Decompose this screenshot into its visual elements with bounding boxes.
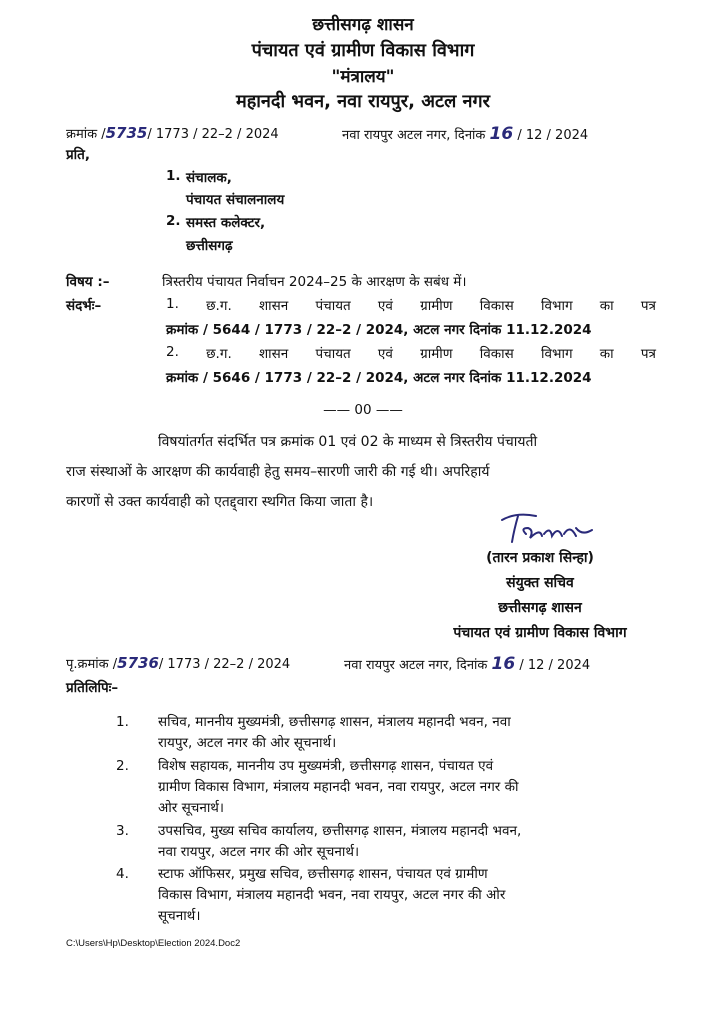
body-line-3: कारणों से उक्त कार्यवाही को एतद्द्वारा स्थगित किया जाता है। (66, 494, 374, 510)
copy-4-num: 4. (116, 866, 129, 882)
signatory-name: (तारन प्रकाश सिन्हा) (486, 550, 594, 566)
copy-2-line-2: ग्रामीण विकास विभाग, मंत्रालय महानदी भवन, नवा रायपुर, अटल नगर की (158, 779, 519, 795)
copy-1-line-1: सचिव, माननीय मुख्यमंत्री, छत्तीसगढ़ शासन, मंत्रालय महानदी भवन, नवा (158, 714, 511, 730)
endorse-ref-prefix: पृ.क्रमांक / (66, 657, 118, 672)
letterhead-govt: छत्तीसगढ़ शासन (312, 15, 414, 35)
ref1-w1: छ.ग. (206, 298, 232, 314)
signatory-designation: संयुक्त सचिव (506, 575, 574, 591)
recipient-2-line2: छत्तीसगढ़ (186, 238, 233, 254)
recipient-1-num: 1. (166, 168, 181, 184)
ref1-w4: एवं (377, 298, 393, 314)
body-line-1: विषयांतर्गत संदर्भित पत्र क्रमांक 01 एवं 02 के माध्यम से त्रिस्तरीय पंचायती (158, 434, 538, 450)
ref2-w5: ग्रामीण (420, 346, 453, 362)
ref2-w7: विभाग (540, 346, 573, 362)
reference-1-line2: क्रमांक / 5644 / 1773 / 22–2 / 2024, अटल नगर दिनांक 11.12.2024 (166, 322, 592, 338)
signature-icon (496, 506, 606, 548)
ref1-w7: विभाग (540, 298, 573, 314)
ref1-w2: शासन (258, 298, 289, 314)
copy-2-line-1: विशेष सहायक, माननीय उप मुख्यमंत्री, छत्तीसगढ़ शासन, पंचायत एवं (158, 758, 494, 774)
signature-scribble (496, 506, 606, 548)
file-path: C:\Users\Hp\Desktop\Election 2024.Doc2 (66, 938, 241, 949)
copy-4-line-3: सूचनार्थ। (158, 908, 201, 924)
copy-1-text (158, 712, 511, 754)
copy-2-line-3: ओर सूचनार्थ। (158, 800, 225, 816)
ref2-w9: पत्र (640, 346, 656, 362)
endorse-ref-suffix: / 1773 / 22–2 / 2024 (158, 657, 291, 672)
subject-text: त्रिस्तरीय पंचायत निर्वाचन 2024–25 के आरक्षण के सबंध में। (162, 274, 467, 290)
copy-4-text (158, 864, 505, 927)
order-place-date (342, 124, 588, 144)
ref2-w3: पंचायत (315, 346, 351, 362)
recipient-2-num: 2. (166, 213, 181, 229)
ref-suffix: / 1773 / 22–2 / 2024 (147, 127, 279, 142)
subject-label: विषय :– (66, 274, 110, 290)
ref1-w6: विकास (479, 298, 514, 314)
recipient-1-line1: संचालक, (186, 170, 232, 186)
copy-1-num: 1. (116, 714, 129, 730)
ref2-w1: छ.ग. (206, 346, 232, 362)
ref1-w5: ग्रामीण (420, 298, 453, 314)
reference-1-line1 (166, 296, 656, 314)
endorse-place-date-prefix: नवा रायपुर अटल नगर, दिनांक (344, 658, 488, 673)
ref1-w3: पंचायत (315, 298, 351, 314)
ref2-w8: का (599, 346, 614, 362)
copy-4-line-1: स्टाफ ऑफिसर, प्रमुख सचिव, छत्तीसगढ़ शासन, पंचायत एवं ग्रामीण (158, 866, 488, 882)
separator: —— 00 —— (323, 402, 403, 418)
ref1-w9: पत्र (640, 298, 656, 314)
date-handwritten-day: 16 (489, 124, 514, 144)
endorse-ref-handwritten-number: 5736 (117, 654, 159, 672)
endorsement-place-date (344, 654, 590, 674)
copy-to-label: प्रतिलिपिः– (66, 680, 119, 696)
letterhead-address: महानदी भवन, नवा रायपुर, अटल नगर (235, 91, 491, 112)
signatory-govt: छत्तीसगढ़ शासन (498, 600, 582, 616)
copy-2-text (158, 756, 518, 819)
recipient-1-line2: पंचायत संचालनालय (186, 192, 285, 208)
endorse-date-handwritten-day: 16 (491, 654, 516, 674)
endorse-date-suffix: / 12 / 2024 (519, 658, 591, 673)
endorsement-reference (66, 654, 290, 672)
place-date-prefix: नवा रायपुर अटल नगर, दिनांक (342, 128, 486, 143)
copy-3-line-1: उपसचिव, मुख्य सचिव कार्यालय, छत्तीसगढ़ शासन, मंत्रालय महानदी भवन, (158, 823, 522, 839)
ref2-w4: एवं (377, 346, 393, 362)
copy-4-line-2: विकास विभाग, मंत्रालय महानदी भवन, नवा रायपुर, अटल नगर की ओर (158, 887, 506, 903)
ref1-w8: का (599, 298, 614, 314)
ref-prefix: क्रमांक / (66, 127, 106, 142)
copy-3-num: 3. (116, 823, 129, 839)
to-label: प्रति, (66, 147, 91, 163)
ref-handwritten-number: 5735 (105, 124, 148, 142)
ref2-w6: विकास (479, 346, 514, 362)
copy-3-text (158, 821, 521, 863)
copy-1-line-2: रायपुर, अटल नगर की ओर सूचनार्थ। (158, 735, 337, 751)
copy-2-num: 2. (116, 758, 129, 774)
recipient-2-line1: समस्त कलेक्टर, (186, 215, 266, 231)
ref2-w2: शासन (258, 346, 289, 362)
body-line-2: राज संस्थाओं के आरक्षण की कार्यवाही हेतु समय–सारणी जारी की गई थी। अपरिहार्य (66, 464, 490, 480)
ref2-w0: 2. (166, 344, 179, 360)
date-suffix: / 12 / 2024 (517, 128, 589, 143)
letterhead-office: "मंत्रालय" (331, 67, 395, 87)
order-reference (66, 124, 279, 142)
letterhead-department: पंचायत एवं ग्रामीण विकास विभाग (251, 40, 475, 61)
signatory-block (430, 546, 650, 646)
references-label: संदर्भः– (66, 298, 102, 314)
signatory-dept: पंचायत एवं ग्रामीण विकास विभाग (453, 625, 627, 641)
ref1-w0: 1. (166, 296, 179, 312)
reference-2-line1 (166, 344, 656, 362)
reference-2-line2: क्रमांक / 5646 / 1773 / 22–2 / 2024, अटल नगर दिनांक 11.12.2024 (166, 370, 592, 386)
copy-3-line-2: नवा रायपुर, अटल नगर की ओर सूचनार्थ। (158, 844, 360, 860)
